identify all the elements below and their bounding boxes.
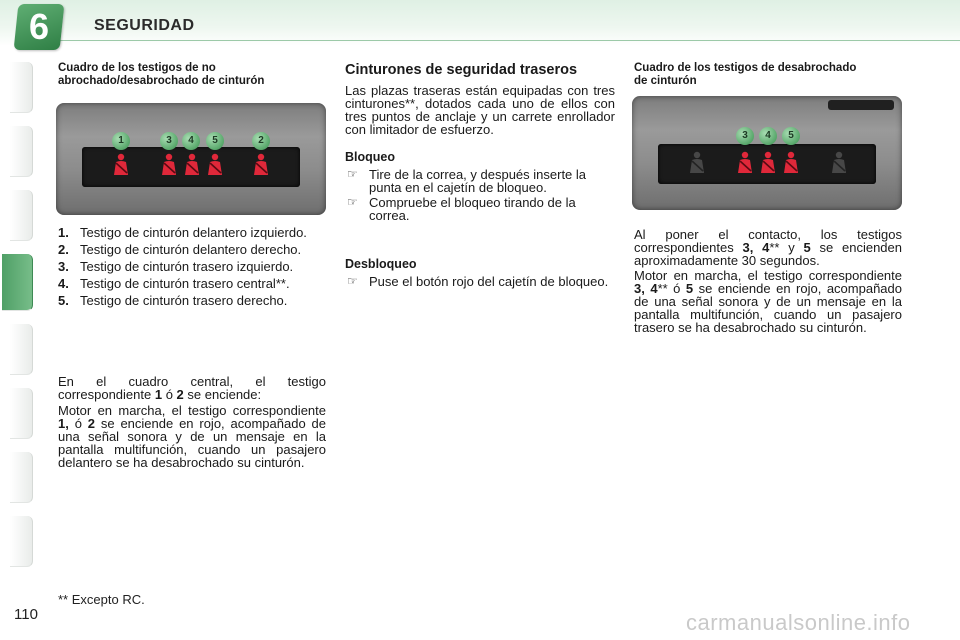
pointing-hand-icon: ☞: [347, 167, 358, 181]
red-seatbelt-icon: [757, 151, 779, 175]
list-item: 4. Testigo de cinturón trasero central**.: [58, 276, 290, 291]
red-seatbelt-icon: [734, 151, 756, 175]
footnote: ** Excepto RC.: [58, 592, 145, 607]
red-seatbelt-icon: [780, 151, 802, 175]
side-tab[interactable]: [10, 324, 33, 375]
side-tab-active[interactable]: [2, 254, 33, 311]
pointing-hand-icon: ☞: [347, 195, 358, 209]
header-rule: [60, 40, 960, 41]
chapter-number: 6: [28, 6, 50, 47]
unlit-seatbelt-icon: [828, 151, 850, 175]
left-paragraph-1: En el cuadro central, el testigo correspondiente 1 ó 2 se enciende:: [58, 374, 326, 402]
list-item: 5. Testigo de cinturón trasero derecho.: [58, 293, 288, 308]
side-tab[interactable]: [10, 62, 33, 113]
panel-marker: 1: [112, 132, 130, 150]
side-tab[interactable]: [10, 190, 33, 241]
panel-marker: 3: [736, 127, 754, 145]
list-item: 1. Testigo de cinturón delantero izquierdo.: [58, 225, 307, 240]
page-number: 110: [14, 606, 38, 623]
panel-marker: 5: [206, 132, 224, 150]
unlock-step: ☞ Puse el botón rojo del cajetín de bloqueo.: [347, 274, 609, 289]
lock-step: ☞ Compruebe el bloqueo tirando de la correa.: [347, 195, 576, 223]
right-paragraph-2: Motor en marcha, el testigo correspondiente 3, 4** ó 5 se enciende en rojo, acompañado de una señal sonora y de un mensaje en la pantalla multifunción, cuando un pasajero trasero se ha desabrochado su cinturón.: [634, 268, 902, 335]
panel-slot: [828, 100, 894, 110]
panel-marker: 5: [782, 127, 800, 145]
side-tab[interactable]: [10, 516, 33, 567]
right-paragraph-1: Al poner el contacto, los testigos correspondientes 3, 4** y 5 se encienden aproximadamente 30 segundos.: [634, 227, 902, 268]
list-item: 2. Testigo de cinturón delantero derecho.: [58, 242, 302, 257]
left-paragraph-2: Motor en marcha, el testigo correspondiente 1, ó 2 se enciende en rojo, acompañado de una señal sonora y de un mensaje en la pantalla multifunción, cuando un pasajero delantero se ha desabrochado su cinturón.: [58, 403, 326, 470]
side-tab[interactable]: [10, 126, 33, 177]
chapter-side-tabs: [0, 62, 34, 574]
watermark: carmanualsonline.info: [686, 610, 911, 635]
panel-marker: 3: [160, 132, 178, 150]
side-tab[interactable]: [10, 452, 33, 503]
side-tab[interactable]: [10, 388, 33, 439]
rear-belts-intro: Las plazas traseras están equipadas con tres cinturones**, dotados cada uno de ellos con tres puntos de anclaje y un carrete enrollador con limitador de esfuerzo.: [345, 83, 615, 137]
pointing-hand-icon: ☞: [347, 274, 358, 288]
red-seatbelt-icon: [158, 153, 180, 177]
middle-heading: Cinturones de seguridad traseros: [345, 62, 578, 78]
list-item: 3. Testigo de cinturón trasero izquierdo.: [58, 259, 294, 274]
left-heading: Cuadro de los testigos de no abrochado/desabrochado de cinturón: [58, 62, 265, 87]
right-heading: Cuadro de los testigos de desabrochado de cinturón: [634, 62, 857, 87]
panel-marker: 4: [182, 132, 200, 150]
warning-light-list: [58, 226, 330, 311]
panel-marker: 2: [252, 132, 270, 150]
rear-belt-warning-panel: [632, 96, 902, 210]
lock-heading: Bloqueo: [345, 150, 395, 164]
unlit-seatbelt-icon: [686, 151, 708, 175]
lock-step: ☞ Tire de la correa, y después inserte la punta en el cajetín de bloqueo.: [347, 167, 587, 195]
red-seatbelt-icon: [250, 153, 272, 177]
panel-marker: 4: [759, 127, 777, 145]
red-seatbelt-icon: [110, 153, 132, 177]
red-seatbelt-icon: [204, 153, 226, 177]
unlock-heading: Desbloqueo: [345, 257, 417, 271]
chapter-title: SEGURIDAD: [94, 17, 195, 34]
front-belt-warning-panel: [56, 103, 326, 215]
red-seatbelt-icon: [181, 153, 203, 177]
